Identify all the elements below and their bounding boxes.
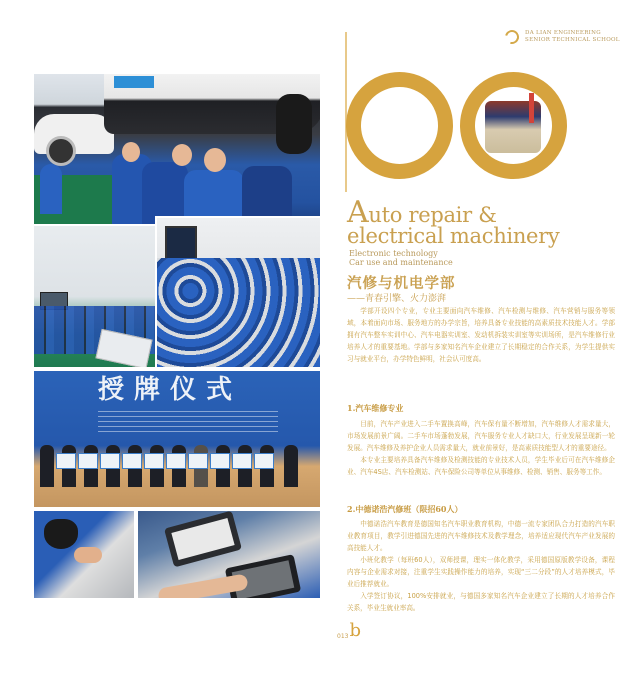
student-head bbox=[44, 519, 78, 549]
ring-logo-icon bbox=[502, 27, 521, 46]
photo-tablet-learning bbox=[136, 509, 322, 600]
page-number: 013 b bbox=[337, 620, 361, 641]
section-subtitle-en: Electronic technology Car use and maintenance bbox=[349, 249, 453, 267]
student-figure bbox=[40, 164, 62, 214]
section-title-cn: 汽修与机电学部 bbox=[347, 275, 456, 292]
school-logo bbox=[505, 30, 620, 44]
tire-shape bbox=[276, 94, 312, 154]
ceremony-banner-title: 授牌仪式 bbox=[98, 375, 243, 405]
equipment-pole bbox=[529, 93, 534, 123]
student-head bbox=[172, 144, 192, 166]
blue-sign bbox=[114, 76, 154, 88]
tablet-icon bbox=[164, 511, 242, 568]
photo-engine-assembly bbox=[32, 509, 136, 600]
photo-under-car bbox=[32, 72, 322, 227]
section-subtitle-cn: ——青春引擎、火力澎湃 bbox=[347, 294, 447, 304]
section-title-en: Auto repair & electrical machinery bbox=[347, 195, 560, 248]
banner-text-lines bbox=[98, 411, 278, 433]
gold-ring-equipment-icon bbox=[460, 72, 567, 179]
gold-ring-icon bbox=[346, 72, 453, 179]
school-name: DA LIAN ENGINEERING SENIOR TECHNICAL SCHOOL bbox=[525, 30, 620, 43]
subsection-body: 中德诺浩汽车教育是德国知名汽车职业教育机构，中德一流专家团队合力打造的汽车职业教育项目，教学引进德国先进的汽车维修技术及教学理念，培养适应现代汽车产业发展的高技能人才。 小班化教学（每班60人），双师授课，理实一体化教学，采用德国原版教学设备，课程内容与企业需求对接，注重学生实践操作能力的培养，实现“三二分段”的人才培养模式，毕业后推荐就业。 入学签订协议，100%安排就业，与德国多家知名汽车企业建立了长期的人才培养合作关系，毕业生就业率高。 bbox=[347, 520, 615, 612]
awardees-row bbox=[38, 439, 308, 491]
intro-paragraph: 学部开设四个专业，专业主要面向汽车维修、汽车检测与维修、汽车营销与服务等领域，本着面向市场、服务地方的办学宗旨，培养具备专业技能的高素质技术技能人才。学部拥有汽车整车实训中心、汽车电器实训室、发动机拆装实训室等实训场所，是汽车维修行业培养人才的重要基地。学部与多家知名汽车企业建立了长期稳定的合作关系，为学生提供实习与就业平台，办学特色鲜明，社会认可度高。 bbox=[347, 307, 615, 363]
student-head bbox=[204, 148, 226, 172]
subsection-heading: 2.中德诺浩汽修班（限招60人） bbox=[347, 504, 463, 514]
photo-collage bbox=[32, 72, 322, 600]
wheel-shape bbox=[46, 136, 76, 166]
subsection-heading: 1.汽车维修专业 bbox=[347, 403, 404, 413]
subsection-body: 目前，汽车产业进入二手车置换高峰，汽车保有量不断增加，汽车维修人才需求量大，市场发展前景广阔。二手车市场蓬勃发展，汽车服务专业人才缺口大，行业发展呈现新一轮发展。汽车维修及养护企业人员需求量大，就业前景好，是高素质技能型人才的重要途径。 本专业主要培养具备汽车维修及检测技能的专业技术人员，学生毕业后可在汽车维修企业、汽车4S店、汽车检测站、汽车保险公司等单位从事维修、检测、销售、服务等工作。 bbox=[347, 420, 615, 476]
photo-award-ceremony bbox=[32, 369, 322, 509]
seated-students bbox=[157, 258, 322, 368]
photo-seated-students bbox=[155, 216, 322, 369]
photo-workshop-class bbox=[32, 224, 162, 369]
page-glyph-icon: b bbox=[349, 620, 361, 641]
student-head bbox=[122, 142, 140, 162]
hand-shape bbox=[74, 547, 102, 563]
